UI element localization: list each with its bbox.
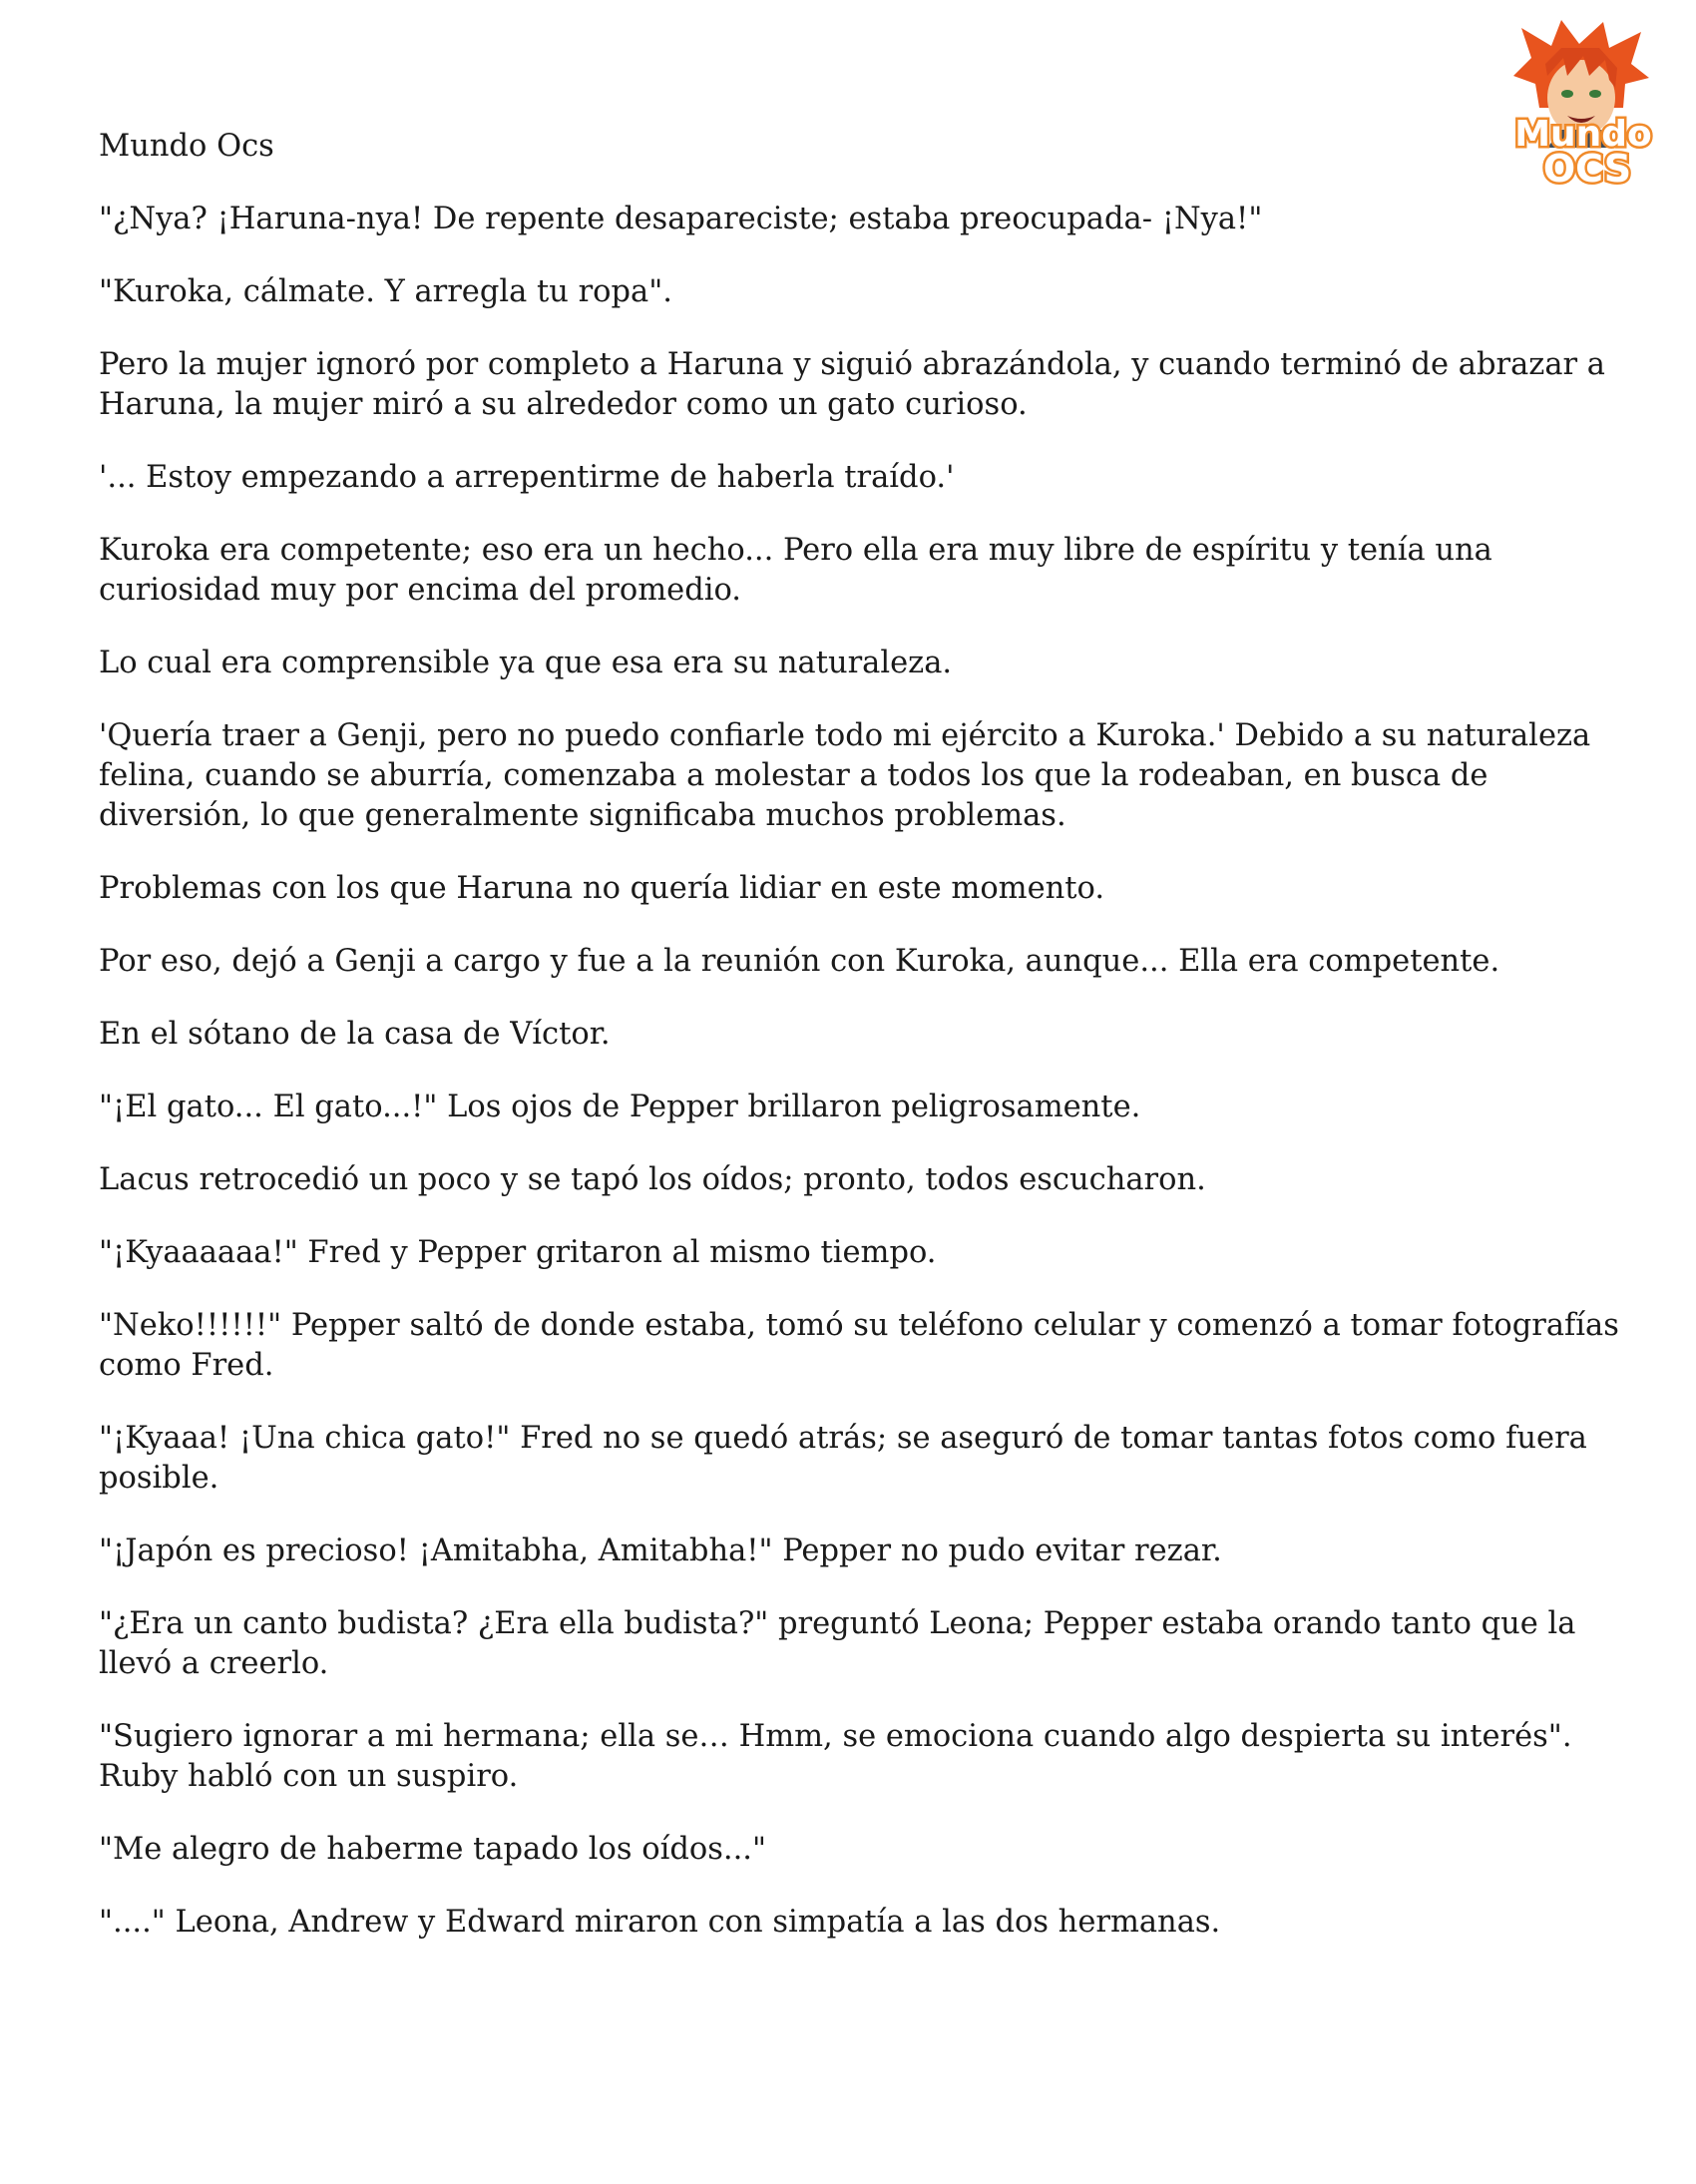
- paragraph: Pero la mujer ignoró por completo a Haruna y siguió abrazándola, y cuando terminó de abrazar a Haruna, la mujer miró a su alrededor como un gato curioso.: [99, 347, 1605, 422]
- paragraph: "¡El gato... El gato...!" Los ojos de Pepper brillaron peligrosamente.: [99, 1090, 1141, 1124]
- paragraph: '... Estoy empezando a arrepentirme de haberla traído.': [99, 460, 955, 495]
- document-title: Mundo Ocs: [99, 129, 274, 164]
- paragraph: "Sugiero ignorar a mi hermana; ella se… Hmm, se emociona cuando algo despierta su interés". Ruby habló con un suspiro.: [99, 1719, 1572, 1794]
- paragraph: "Kuroka, cálmate. Y arregla tu ropa".: [99, 274, 672, 309]
- logo-text-top: Mundo: [1514, 114, 1652, 155]
- paragraph: En el sótano de la casa de Víctor.: [99, 1017, 611, 1052]
- paragraph: "Neko!!!!!!" Pepper saltó de donde estaba, tomó su teléfono celular y comenzó a tomar fotografías como Fred.: [99, 1308, 1619, 1383]
- paragraph: Por eso, dejó a Genji a cargo y fue a la reunión con Kuroka, aunque... Ella era competente.: [99, 944, 1500, 979]
- paragraph: "¿Nya? ¡Haruna-nya! De repente desapareciste; estaba preocupada- ¡Nya!": [99, 202, 1263, 236]
- paragraph: "¡Kyaaa! ¡Una chica gato!" Fred no se quedó atrás; se aseguró de tomar tantas fotos como fuera posible.: [99, 1421, 1587, 1496]
- paragraph: Lo cual era comprensible ya que esa era su naturaleza.: [99, 646, 953, 680]
- paragraph: "¡Kyaaaaaa!" Fred y Pepper gritaron al mismo tiempo.: [99, 1235, 937, 1270]
- paragraph: Lacus retrocedió un poco y se tapó los oídos; pronto, todos escucharon.: [99, 1162, 1206, 1197]
- paragraph: "¿Era un canto budista? ¿Era ella budista?" preguntó Leona; Pepper estaba orando tanto que la llevó a creerlo.: [99, 1606, 1576, 1681]
- paragraph: "¡Japón es precioso! ¡Amitabha, Amitabha!" Pepper no pudo evitar rezar.: [99, 1533, 1222, 1568]
- logo-text-bottom: OCS: [1542, 147, 1632, 190]
- document-body: [99, 127, 1635, 1975]
- paragraph: "Me alegro de haberme tapado los oídos...": [99, 1832, 767, 1867]
- paragraph: Problemas con los que Haruna no quería lidiar en este momento.: [99, 871, 1105, 906]
- paragraph: "...." Leona, Andrew y Edward miraron con simpatía a las dos hermanas.: [99, 1905, 1221, 1940]
- paragraph: 'Quería traer a Genji, pero no puedo confiarle todo mi ejército a Kuroka.' Debido a su naturaleza felina, cuando se aburría, comenzaba a molestar a todos los que la rodeaban, en busca de diversión, lo que generalmente significaba muchos problemas.: [99, 718, 1591, 833]
- paragraph: Kuroka era competente; eso era un hecho... Pero ella era muy libre de espíritu y tenía una curiosidad muy por encima del promedio.: [99, 533, 1492, 608]
